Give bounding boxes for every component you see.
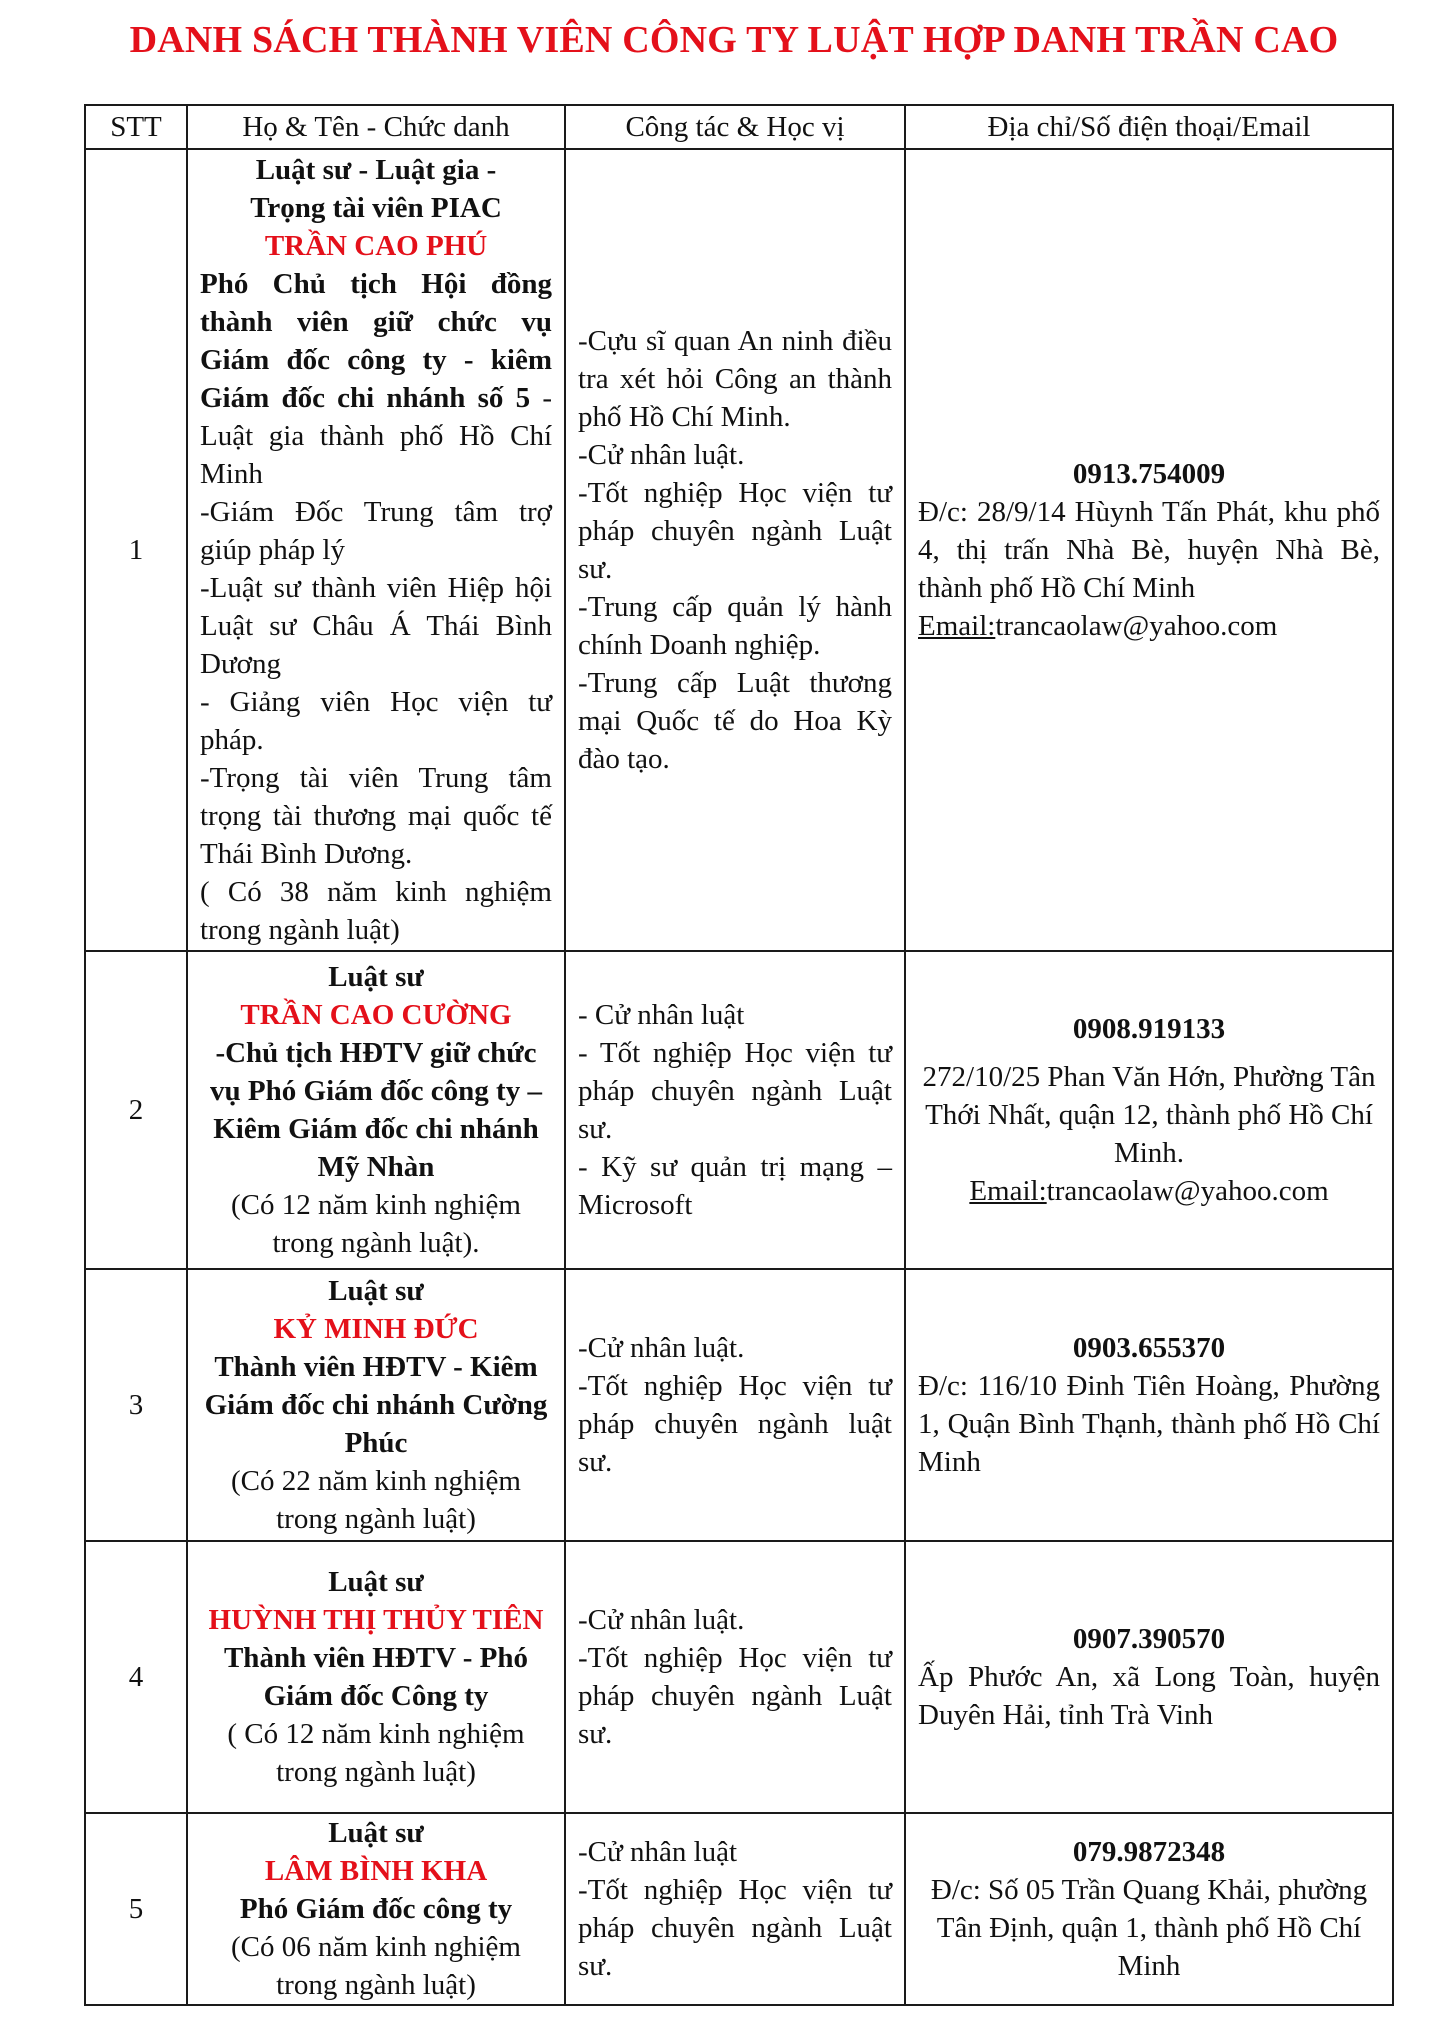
member-position: Thành viên HĐTV - Phó Giám đốc Công ty	[223, 1642, 529, 1712]
work-line: -Cựu sĩ quan An ninh điều tra xét hỏi Công an thành phố Hồ Chí Minh.	[578, 325, 892, 433]
row-stt: 1	[85, 149, 187, 951]
member-experience: ( Có 12 năm kinh nghiệm trong ngành luật)	[227, 1718, 525, 1788]
document-title: DANH SÁCH THÀNH VIÊN CÔNG TY LUẬT HỢP DANH TRẦN CAO	[129, 19, 1339, 61]
member-address-cell	[905, 149, 1393, 951]
work-line: -Cử nhân luật.	[578, 1332, 745, 1364]
member-extra-line: -Luật sư thành viên Hiệp hội Luật sư Châu Á Thái Bình Dương	[200, 572, 552, 680]
table-row	[85, 1813, 1393, 2005]
member-work-cell	[565, 951, 905, 1269]
member-address-cell	[905, 1269, 1393, 1541]
member-name-cell	[187, 1813, 565, 2005]
member-phone: 0908.919133	[1072, 1013, 1226, 1045]
member-work-cell	[565, 1813, 905, 2005]
member-extra-line: - Giảng viên Học viện tư pháp.	[200, 686, 552, 756]
work-line: - Kỹ sư quản trị mạng – Microsoft	[578, 1151, 892, 1221]
table-row	[85, 951, 1393, 1269]
work-line: -Trung cấp Luật thương mại Quốc tế do Hoa Kỳ đào tạo.	[578, 667, 892, 775]
member-address: Ấp Phước An, xã Long Toàn, huyện Duyên Hải, tỉnh Trà Vinh	[918, 1661, 1380, 1731]
member-position: Phó Giám đốc công ty	[239, 1893, 513, 1925]
email-label: Email:	[918, 610, 996, 642]
member-role-line: Luật sư	[328, 1566, 424, 1598]
member-name-cell	[187, 1541, 565, 1813]
member-phone: 0907.390570	[1072, 1623, 1226, 1655]
work-line: -Cử nhân luật.	[578, 439, 745, 471]
work-line: -Trung cấp quản lý hành chính Doanh nghiệp.	[578, 591, 892, 661]
member-role-line: Trọng tài viên PIAC	[250, 192, 502, 224]
member-role-line: Luật sư	[328, 1817, 424, 1849]
email-label: Email:	[969, 1175, 1047, 1207]
member-address: 272/10/25 Phan Văn Hớn, Phường Tân Thới Nhất, quận 12, thành phố Hồ Chí Minh.	[922, 1061, 1376, 1169]
member-name-cell	[187, 951, 565, 1269]
member-address-cell	[905, 1541, 1393, 1813]
member-name: KỶ MINH ĐỨC	[273, 1313, 479, 1345]
member-name-cell	[187, 1269, 565, 1541]
work-line: -Cử nhân luật.	[578, 1604, 745, 1636]
email-link[interactable]: trancaolaw@yahoo.com	[1046, 1175, 1329, 1207]
member-address: Đ/c: 28/9/14 Hùynh Tấn Phát, khu phố 4, thị trấn Nhà Bè, huyện Nhà Bè, thành phố Hồ Chí Minh	[918, 496, 1380, 604]
table-header-row	[85, 105, 1393, 149]
members-table	[84, 104, 1394, 2006]
member-name-cell	[187, 149, 565, 951]
table-row	[85, 1269, 1393, 1541]
member-position: Thành viên HĐTV - Kiêm Giám đốc chi nhánh Cường Phúc	[204, 1351, 548, 1459]
work-line: -Tốt nghiệp Học viện tư pháp chuyên ngành Luật sư.	[578, 1642, 892, 1750]
work-line: - Tốt nghiệp Học viện tư pháp chuyên ngành Luật sư.	[578, 1037, 892, 1145]
member-name: TRẦN CAO CƯỜNG	[240, 999, 512, 1031]
member-experience: (Có 06 năm kinh nghiệm trong ngành luật)	[231, 1931, 521, 2001]
member-experience: (Có 22 năm kinh nghiệm trong ngành luật)	[231, 1465, 521, 1535]
member-address-cell	[905, 951, 1393, 1269]
row-stt: 3	[85, 1269, 187, 1541]
work-line: -Cử nhân luật	[578, 1836, 738, 1868]
member-extra-line: -Giám Đốc Trung tâm trợ giúp pháp lý	[200, 496, 552, 566]
row-stt: 5	[85, 1813, 187, 2005]
member-role-line: Luật sư	[328, 961, 424, 993]
member-role-line: Luật sư - Luật gia -	[255, 154, 497, 186]
member-name: TRẦN CAO PHÚ	[264, 230, 488, 262]
header-stt: STT	[85, 105, 187, 149]
member-work-cell	[565, 1541, 905, 1813]
member-position: -Chủ tịch HĐTV giữ chức vụ Phó Giám đốc công ty – Kiêm Giám đốc chi nhánh Mỹ Nhàn	[210, 1037, 542, 1183]
member-name: HUỲNH THỊ THỦY TIÊN	[208, 1604, 544, 1636]
work-line: -Tốt nghiệp Học viện tư pháp chuyên ngành Luật sư.	[578, 477, 892, 585]
row-stt: 2	[85, 951, 187, 1269]
member-address: Đ/c: 116/10 Đinh Tiên Hoàng, Phường 1, Quận Bình Thạnh, thành phố Hồ Chí Minh	[918, 1370, 1380, 1478]
member-experience: (Có 12 năm kinh nghiệm trong ngành luật).	[231, 1189, 521, 1259]
member-work-cell	[565, 149, 905, 951]
member-address-cell	[905, 1813, 1393, 2005]
member-name: LÂM BÌNH KHA	[264, 1855, 488, 1887]
work-line: -Tốt nghiệp Học viện tư pháp chuyên ngành Luật sư.	[578, 1874, 892, 1982]
email-link[interactable]: trancaolaw@yahoo.com	[995, 610, 1278, 642]
table-row	[85, 1541, 1393, 1813]
member-email-line	[918, 1172, 1380, 1210]
member-role-line: Luật sư	[328, 1275, 424, 1307]
work-line: - Cử nhân luật	[578, 999, 745, 1031]
header-address: Địa chỉ/Số điện thoại/Email	[905, 105, 1393, 149]
member-phone: 079.9872348	[1072, 1836, 1226, 1868]
row-stt: 4	[85, 1541, 187, 1813]
member-extra-line: -Trọng tài viên Trung tâm trọng tài thương mại quốc tế Thái Bình Dương.	[200, 762, 552, 870]
member-position: Phó Chủ tịch Hội đồng thành viên giữ chức vụ Giám đốc công ty - kiêm Giám đốc chi nhánh số 5	[200, 268, 552, 414]
header-name: Họ & Tên - Chức danh	[187, 105, 565, 149]
member-phone: 0913.754009	[1072, 458, 1226, 490]
member-address: Đ/c: Số 05 Trần Quang Khải, phường Tân Định, quận 1, thành phố Hồ Chí Minh	[930, 1874, 1368, 1982]
member-work-cell	[565, 1269, 905, 1541]
header-work: Công tác & Học vị	[565, 105, 905, 149]
work-line: -Tốt nghiệp Học viện tư pháp chuyên ngành luật sư.	[578, 1370, 892, 1478]
member-email-line	[918, 607, 1380, 645]
table-row	[85, 149, 1393, 951]
member-experience: ( Có 38 năm kinh nghiệm trong ngành luật)	[200, 876, 552, 946]
member-detail: -Luật gia thành phố Hồ Chí Minh	[200, 382, 552, 490]
member-phone: 0903.655370	[1072, 1332, 1226, 1364]
